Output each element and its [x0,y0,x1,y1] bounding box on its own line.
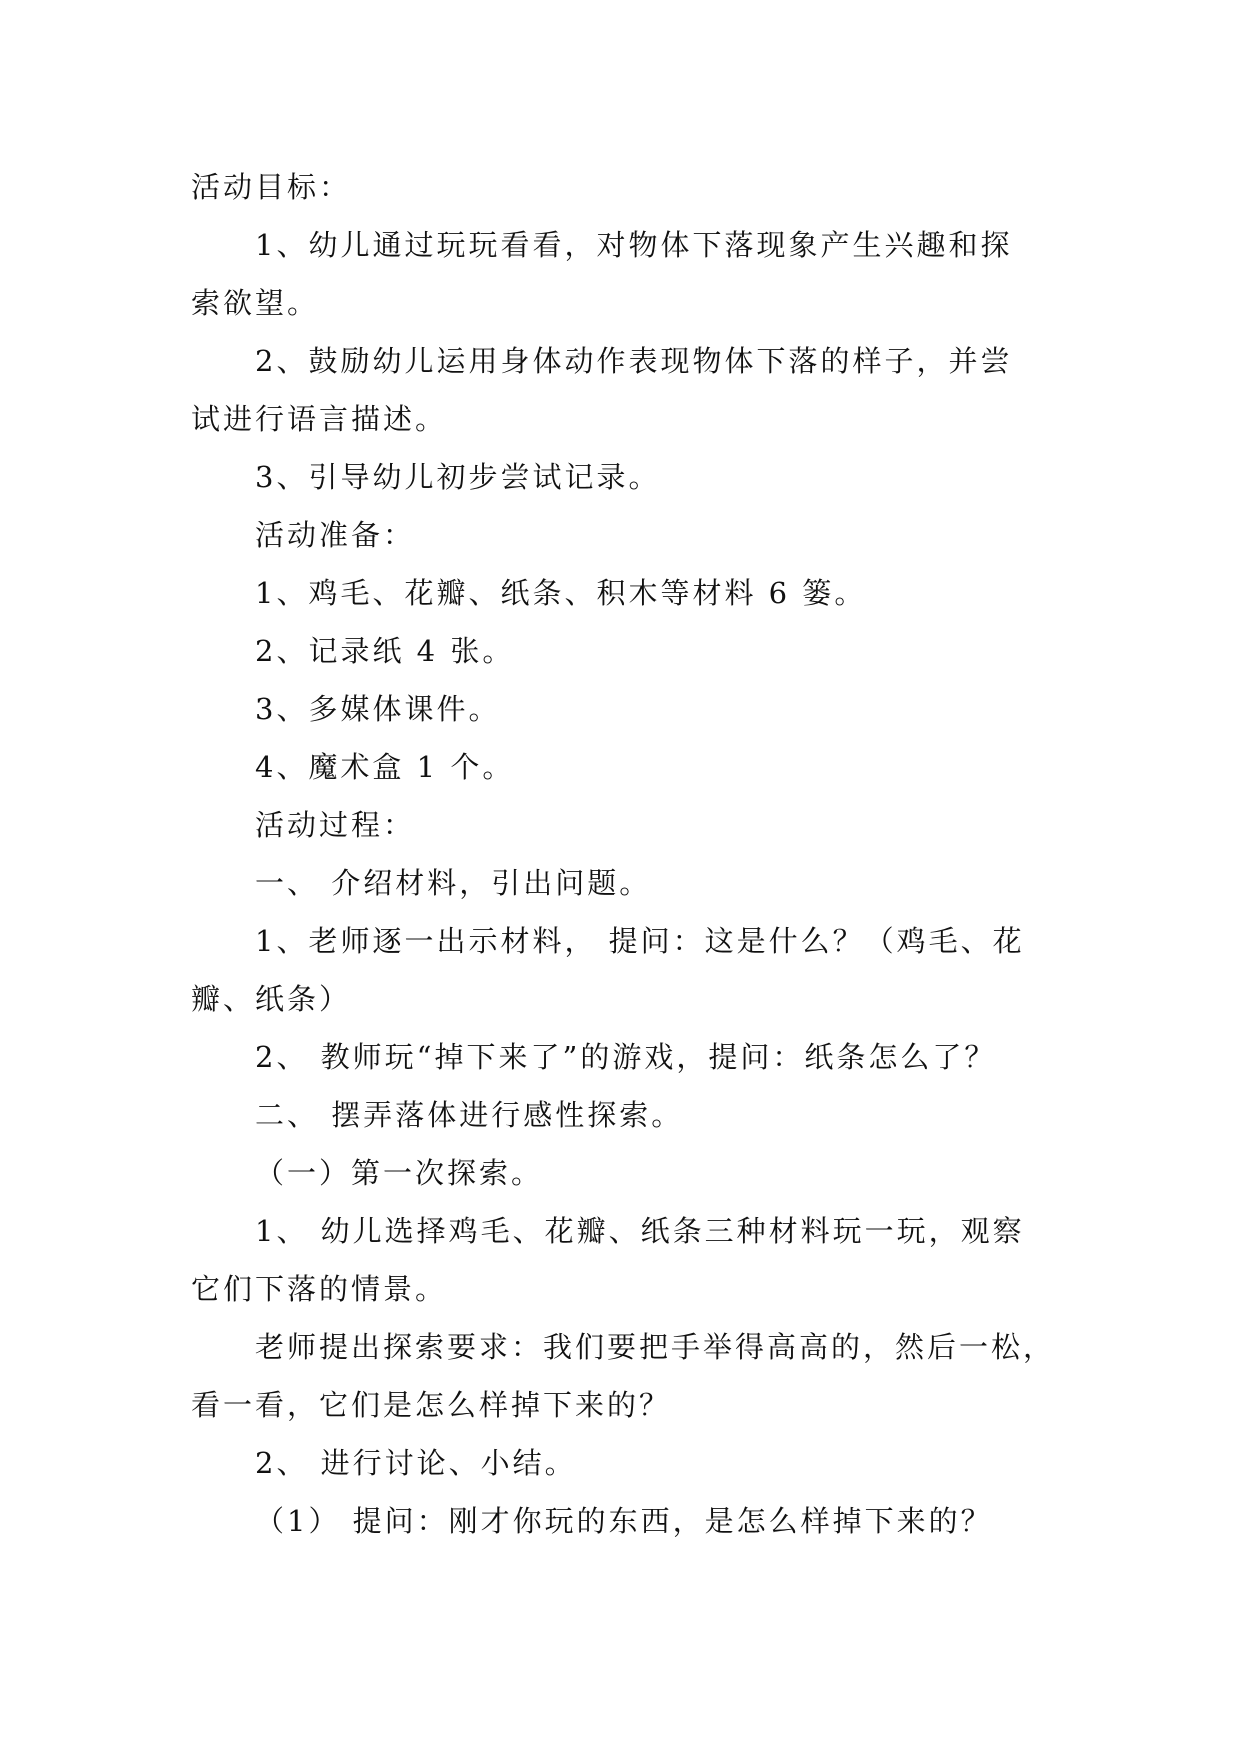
teacher-requirement-line-2: 看一看，它们是怎么样掉下来的？ [191,1388,672,1422]
process-step-2-2-question-1: （1） 提问：刚才你玩的东西，是怎么样掉下来的？ [255,1504,993,1538]
goal-1-line-1: 1、幼儿通过玩玩看看，对物体下落现象产生兴趣和探 [255,228,1013,262]
heading-activity-goals: 活动目标： [191,170,352,204]
heading-activity-process: 活动过程： [255,808,416,842]
prep-item-1: 1、鸡毛、花瓣、纸条、积木等材料 6 篓。 [255,576,867,610]
process-step-1-1-line-1: 1、老师逐一出示材料， 提问：这是什么？（鸡毛、花 [255,924,1025,958]
process-step-2: 二、 摆弄落体进行感性探索。 [255,1098,684,1132]
goal-1-line-2: 索欲望。 [191,286,320,320]
document-body [191,158,1056,1550]
process-step-2-1-line-2: 它们下落的情景。 [191,1272,448,1306]
process-step-1-2: 2、 教师玩“掉下来了”的游戏，提问：纸条怎么了？ [255,1040,997,1074]
process-step-1: 一、 介绍材料，引出问题。 [255,866,652,900]
goal-2-line-1: 2、鼓励幼儿运用身体动作表现物体下落的样子，并尝 [255,344,1013,378]
process-step-1-1-line-2: 瓣、纸条） [191,982,352,1016]
process-step-2-1-line-1: 1、 幼儿选择鸡毛、花瓣、纸条三种材料玩一玩，观察 [255,1214,1025,1248]
goal-2-line-2: 试进行语言描述。 [191,402,448,436]
goal-3: 3、引导幼儿初步尝试记录。 [255,460,661,494]
process-step-2-sub-1: （一）第一次探索。 [255,1156,544,1190]
prep-item-2: 2、记录纸 4 张。 [255,634,515,668]
teacher-requirement-line-1: 老师提出探索要求：我们要把手举得高高的，然后一松， [255,1330,1056,1364]
process-step-2-2: 2、 进行讨论、小结。 [255,1446,577,1480]
heading-activity-preparation: 活动准备： [255,518,416,552]
prep-item-4: 4、魔术盒 1 个。 [255,750,515,784]
prep-item-3: 3、多媒体课件。 [255,692,501,726]
